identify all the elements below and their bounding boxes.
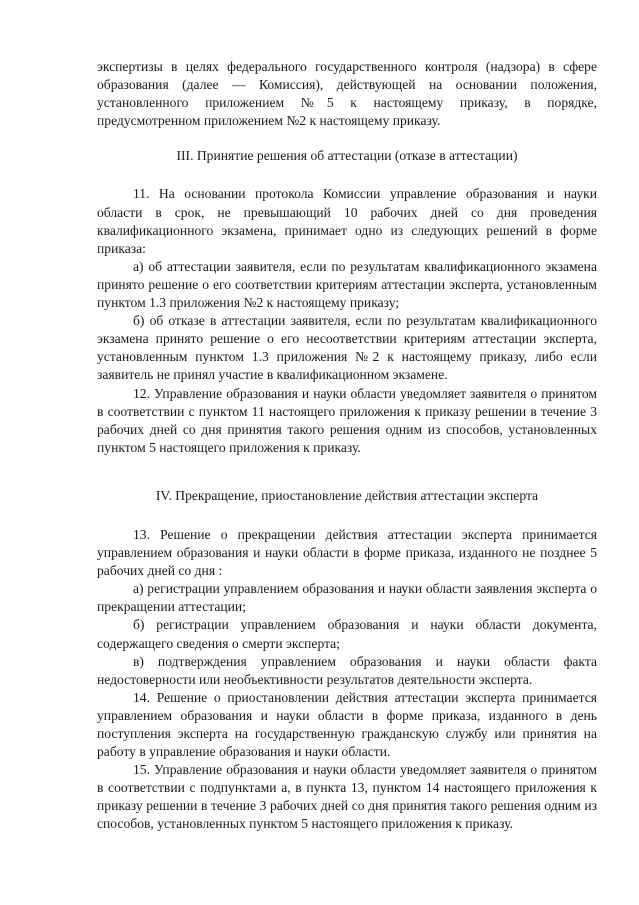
- paragraph-11-a: а) об аттестации заявителя, если по результатам квалификационного экзамена принято решение о его соответствии критериям аттестации эксперта, установленным пунктом 1.3 приложения №2 к настоящему приказу;: [97, 258, 597, 311]
- section-3-heading: III. Принятие решения об аттестации (отказе в аттестации): [176, 148, 518, 164]
- paragraph-14: 14. Решение о приостановлении действия аттестации эксперта принимается управлением образования и науки области в форме приказа, изданного в день поступления эксперта на государственную гражданскую службу или принятия на работу в управление образования и науки области.: [97, 689, 597, 760]
- paragraph-11-b: б) об отказе в аттестации заявителя, если по результатам квалификационного экзамена принято решение о его несоответствии критериям аттестации эксперта, установленным пунктом 1.3 приложения №2 к настоящему приказу, либо если заявитель не принял участие в квалификационном экзамене.: [97, 313, 597, 383]
- paragraph-13: 13. Решение о прекращении действия аттестации эксперта принимается управлением образования и науки области в форме приказа, изданного не позднее 5 рабочих дней со дня :: [97, 526, 597, 579]
- paragraph-13-b: б) регистрации управлением образования и науки области документа, содержащего сведения о смерти эксперта;: [97, 617, 597, 651]
- paragraph-11: 11. На основании протокола Комиссии управление образования и науки области в срок, не превышающий 10 рабочих дней со дня проведения квалификационного экзамена, принимает одно из следующих решений в форме приказа:: [97, 186, 597, 256]
- paragraph-13-c: в) подтверждения управлением образования и науки области факта недостоверности или необъективности результатов деятельности эксперта.: [97, 653, 597, 687]
- paragraph-13-a: а) регистрации управлением образования и науки области заявления эксперта о прекращении аттестации;: [97, 581, 597, 615]
- section-4-heading: IV. Прекращение, приостановление действия аттестации эксперта: [155, 487, 539, 503]
- paragraph-15: 15. Управление образования и науки области уведомляет заявителя о принятом в соответствии с подпунктами а, в пункта 13, пунктом 14 настоящего приложения к приказу решении в течение 3 рабочих дней со дня принятия такого решения одним из способов, установленных пунктом 5 настоящего приложения к приказу.: [97, 762, 597, 832]
- paragraph-continuation: экспертизы в целях федерального государственного контроля (надзора) в сфере образования (далее — Комиссия), действующей на основании положения, установленного приложением №5 к настоящему приказу, в порядке, предусмотренном приложением №2 к настоящему приказу.: [97, 59, 597, 129]
- paragraph-12: 12. Управление образования и науки области уведомляет заявителя о принятом в соответствии с пунктом 11 настоящего приложения к приказу решении в течение 3 рабочих дней со дня принятия такого решения одним из способов, установленных пунктом 5 настоящего приложения к приказу.: [97, 385, 597, 455]
